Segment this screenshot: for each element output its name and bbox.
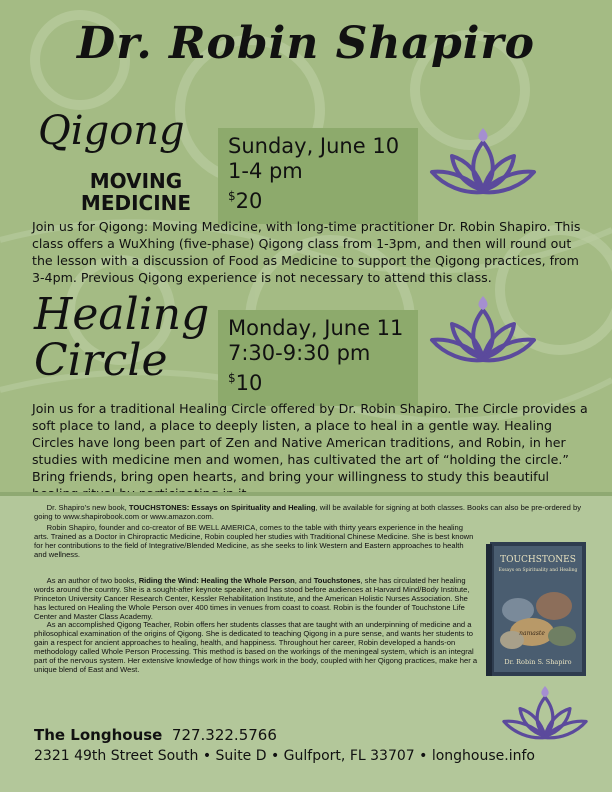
event1-time: 1-4 pm — [228, 159, 303, 183]
lotus-flower-icon — [500, 686, 590, 744]
lotus-flower-icon — [428, 128, 538, 200]
book-title-touchstones-2: Touchstones — [313, 576, 361, 585]
bio-p3-pre: As an author of two books, — [46, 576, 139, 585]
bio-paragraph-3 — [34, 577, 474, 622]
bio-paragraph-4 — [34, 621, 479, 674]
event2-date: Monday, June 11 — [228, 316, 404, 340]
book-title-riding-the-wind: Riding the Wind: Healing the Whole Person — [138, 576, 295, 585]
book-cover-subtitle: Essays on Spirituality and Healing — [498, 568, 578, 573]
event2-price-value: 10 — [235, 371, 263, 395]
book-cover-image — [482, 540, 592, 678]
event2-title-line1: Healing — [34, 289, 210, 340]
book-cover-title: TOUCHSTONES — [500, 555, 576, 565]
event1-date: Sunday, June 10 — [228, 134, 400, 158]
event1-subtitle-line2: MEDICINE — [80, 191, 192, 215]
event1-info-box — [218, 128, 418, 224]
event2-price — [228, 366, 408, 396]
event1-price-value: 20 — [235, 189, 263, 213]
venue-phone: 727.322.5766 — [171, 726, 277, 744]
book-cover-stone-word: namaste — [519, 630, 545, 637]
event2-description: Join us for a traditional Healing Circle offered by Dr. Robin Shapiro. The Circle provides a soft place to land, a place to deeply listen, a place to heal in a gentle way. Healing Circles have long been part of Zen and Native American traditions, and Robin, in her studies with medicine men and women, has cultivated the art of “holding the circle.” Bring friends, bring open hearts, and bring your willingness to study this beautiful — [32, 401, 588, 484]
event1-price — [228, 184, 408, 214]
presenter-name: Dr. Robin Shapiro — [77, 18, 535, 69]
bio-paragraph-1 — [34, 504, 582, 522]
bio-p1-post: , will be available for signing at both classes. Books can also be pre-ordered by going to www.shapirobook.com or www.amazon.com. — [34, 503, 582, 521]
venue-address: 2321 49th Street South • Suite D • Gulfport, FL 33707 • longhouse.info — [34, 748, 535, 764]
bio-p2-text: Robin Shapiro, founder and co-creator of BE WELL AMERICA, comes to the table with thirty years experience in the healing arts. Trained as a Doctor in Chiropractic Medicine, Robin coupled her studies with Traditional Chinese Medicine. She is best known for her contributions to the field of Integrative/Blended Medicine, as she seeks to link Western and Eastern approaches to health and wellness. — [34, 523, 474, 559]
event2-script-title — [34, 289, 210, 386]
event1-subtitle — [56, 170, 216, 214]
bio-p4-text: As an accomplished Qigong Teacher, Robin offers her students classes that are taught with an underpinning of medicine and a philosophical examination of the origins of Qigong. She is dedicated to teaching Qigong in a pure sense, and wants her students to gain a respect for ancient approaches to healing, health, and happiness. Throughout her career, Robin developed a hands-on methodology called Whole Person Processing. This method is based on the workings of the meningeal system, which is an integral part of the nervous system. Her extensive knowledge of how things work in the body, coupled with her Qigong practices, make her a unique blend of East and West. — [34, 620, 478, 674]
bio-p3-post: , she has circulated her healing words around the country. She is a sought-after keynote speaker, and has stood before audiences at Harvard Mind/Body Institute, Princeton University Cancer Research Center, Kessler Rehabilitation Institute, and the American Holistic Nurses Association. She has lectured on Healing the Whole Person over 400 times in venues from coast to coast. Robin is the founder of Touchstone Life Center and Master Class Academy. — [34, 576, 470, 621]
bio-p1-pre: Dr. Shapiro’s new book, — [46, 503, 129, 512]
venue-name: The Longhouse — [34, 726, 163, 744]
venue-line — [34, 726, 277, 744]
lotus-flower-icon — [428, 296, 538, 368]
event2-time: 7:30-9:30 pm — [228, 341, 371, 365]
bio-p3-and: , and — [294, 576, 314, 585]
event1-script-title: Qigong — [38, 108, 185, 154]
event2-title-line2: Circle — [34, 335, 168, 386]
event1-price-symbol: $ — [228, 189, 236, 203]
book-title-touchstones: TOUCHSTONES: Essays on Spirituality and Healing — [128, 503, 316, 512]
book-cover-author: Dr. Robin S. Shapiro — [504, 658, 572, 666]
event1-subtitle-line1: MOVING — [89, 169, 183, 193]
event2-info-box — [218, 310, 418, 406]
event1-description: Join us for Qigong: Moving Medicine, with long-time practitioner Dr. Robin Shapiro. This class offers a WuXhing (five-phase) Qigong class from 1-3pm, and then will round out the lesson with a discussion of Food as Medicine to support the Qigong practices, from 3-4pm. Previous Qigong experience is not necessary to attend this class. — [32, 219, 581, 285]
event2-price-symbol: $ — [228, 371, 236, 385]
bio-paragraph-2 — [34, 524, 474, 560]
